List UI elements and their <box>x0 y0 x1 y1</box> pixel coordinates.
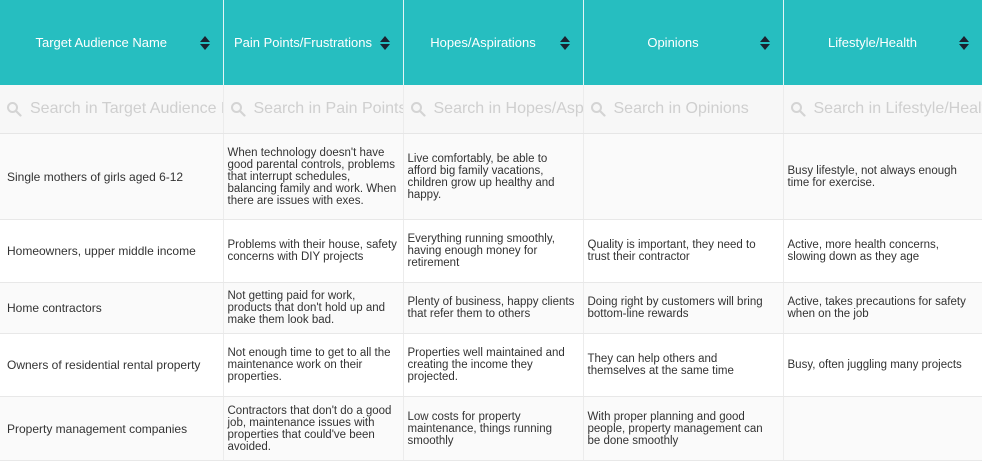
search-icon <box>230 101 246 117</box>
cell-hopes: Low costs for property maintenance, things running smoothly <box>403 397 583 461</box>
search-icon <box>590 101 606 117</box>
cell-pain-points: Problems with their house, safety concerns with DIY projects <box>223 220 403 283</box>
search-input-target-audience[interactable] <box>30 100 223 118</box>
table-row <box>0 220 982 283</box>
cell-pain-points: When technology doesn't have good parental controls, problems that interrupt schedules, balancing family and work. When there are issues with exes. <box>223 134 403 220</box>
column-header-label: Pain Points/Frustrations <box>233 35 372 50</box>
column-header-label: Lifestyle/Health <box>828 35 917 50</box>
column-header-target-audience[interactable] <box>0 0 223 85</box>
search-input-pain-points[interactable] <box>254 100 403 118</box>
cell-hopes: Properties well maintained and creating the income they projected. <box>403 334 583 397</box>
search-icon <box>790 101 806 117</box>
cell-hopes: Plenty of business, happy clients that refer them to others <box>403 283 583 334</box>
cell-target-audience: Owners of residential rental property <box>0 334 223 397</box>
cell-lifestyle: Busy lifestyle, not always enough time for exercise. <box>783 134 982 220</box>
sort-icon[interactable] <box>559 35 571 51</box>
search-input-lifestyle[interactable] <box>814 100 982 118</box>
cell-lifestyle <box>783 397 982 461</box>
cell-hopes: Live comfortably, be able to afford big family vacations, children grow up healthy and happy. <box>403 134 583 220</box>
sort-icon[interactable] <box>958 35 970 51</box>
cell-target-audience: Home contractors <box>0 283 223 334</box>
search-input-opinions[interactable] <box>614 100 783 118</box>
search-icon <box>410 101 426 117</box>
cell-opinions <box>583 134 783 220</box>
cell-opinions: Quality is important, they need to trust their contractor <box>583 220 783 283</box>
cell-hopes: Everything running smoothly, having enough money for retirement <box>403 220 583 283</box>
table-row <box>0 134 982 220</box>
search-input-hopes[interactable] <box>434 100 583 118</box>
search-cell-target-audience <box>0 85 223 134</box>
cell-target-audience: Homeowners, upper middle income <box>0 220 223 283</box>
search-row <box>0 85 982 134</box>
cell-pain-points: Not enough time to get to all the maintenance work on their properties. <box>223 334 403 397</box>
search-cell-lifestyle <box>783 85 982 134</box>
sort-icon[interactable] <box>199 35 211 51</box>
cell-lifestyle: Active, takes precautions for safety when on the job <box>783 283 982 334</box>
cell-target-audience: Single mothers of girls aged 6-12 <box>0 134 223 220</box>
cell-opinions: They can help others and themselves at the same time <box>583 334 783 397</box>
cell-lifestyle: Active, more health concerns, slowing down as they age <box>783 220 982 283</box>
cell-pain-points: Contractors that don't do a good job, maintenance issues with properties that could've been avoided. <box>223 397 403 461</box>
cell-opinions: With proper planning and good people, property management can be done smoothly <box>583 397 783 461</box>
search-cell-opinions <box>583 85 783 134</box>
sort-icon[interactable] <box>379 35 391 51</box>
table-row <box>0 283 982 334</box>
cell-target-audience: Property management companies <box>0 397 223 461</box>
column-header-label: Hopes/Aspirations <box>430 35 536 50</box>
column-header-label: Target Audience Name <box>35 35 168 50</box>
table-row <box>0 397 982 461</box>
column-header-hopes[interactable] <box>403 0 583 85</box>
cell-lifestyle: Busy, often juggling many projects <box>783 334 982 397</box>
cell-pain-points: Not getting paid for work, products that don't hold up and make them look bad. <box>223 283 403 334</box>
column-header-opinions[interactable] <box>583 0 783 85</box>
header-row <box>0 0 982 85</box>
column-header-pain-points[interactable] <box>223 0 403 85</box>
column-header-label: Opinions <box>647 35 699 50</box>
column-header-lifestyle[interactable] <box>783 0 982 85</box>
search-icon <box>6 101 22 117</box>
sort-icon[interactable] <box>759 35 771 51</box>
search-cell-pain-points <box>223 85 403 134</box>
table-row <box>0 334 982 397</box>
cell-opinions: Doing right by customers will bring bottom-line rewards <box>583 283 783 334</box>
search-cell-hopes <box>403 85 583 134</box>
